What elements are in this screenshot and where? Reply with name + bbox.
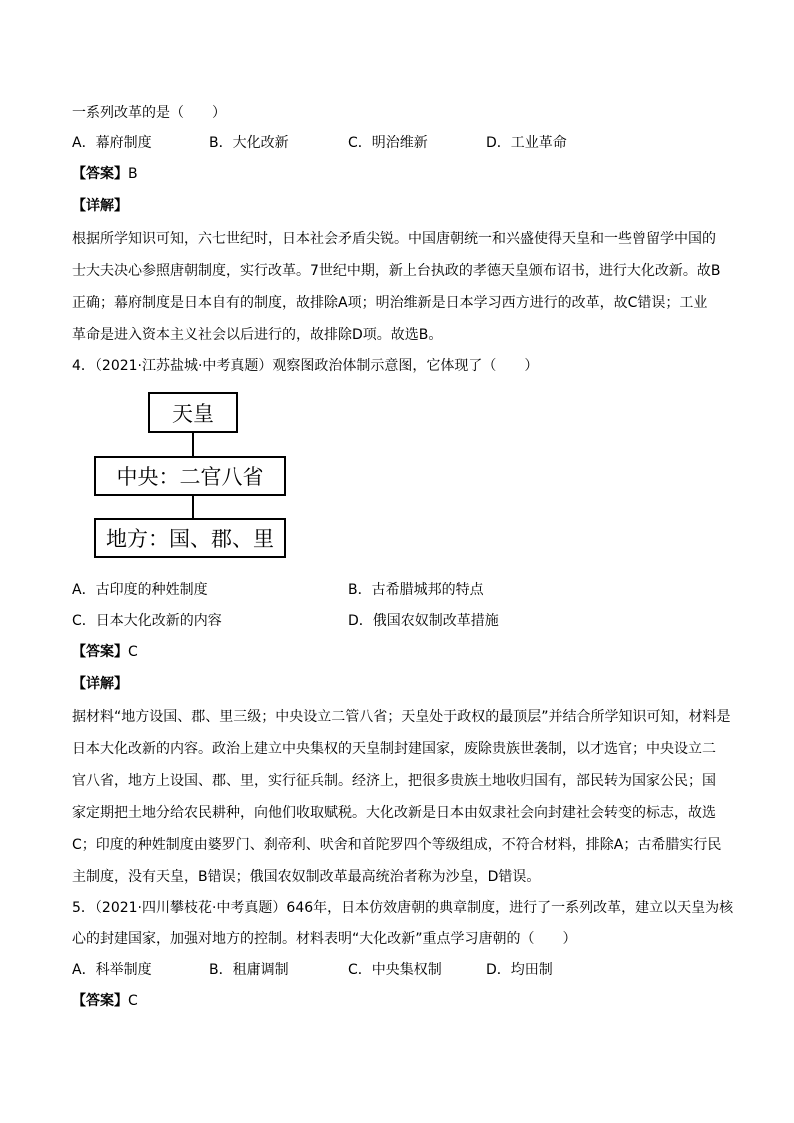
q4-option-a: A．古印度的种姓制度 <box>72 582 208 598</box>
q3-option-c: C．明治维新 <box>348 135 428 151</box>
q3-option-b: B．大化改新 <box>209 135 289 151</box>
q5-stem-line: 5．（2021·四川攀枝花·中考真题）646年，日本仿效唐朝的典章制度，进行了一系列改革，建立以天皇为核 <box>72 900 734 916</box>
answer-label: 【答案】 <box>72 993 128 1009</box>
diagram-box-emperor: 天皇 <box>148 392 238 433</box>
q4-detail-line: C；印度的种姓制度由婆罗门、刹帝利、吠舍和首陀罗四个等级组成，不符合材料，排除A；古希腊实行民 <box>72 837 722 853</box>
q5-option-d: D．均田制 <box>486 962 553 978</box>
q4-detail-line: 家定期把土地分给农民耕种，向他们收取赋税。大化改新是日本由奴隶社会向封建社会转变的标志，故选 <box>72 805 716 821</box>
q4-option-b: B．古希腊城邦的特点 <box>348 582 484 598</box>
q4-detail-line: 据材料“地方设国、郡、里三级；中央设立二管八省；天皇处于政权的最顶层”并结合所学知识可知，材料是 <box>72 709 731 725</box>
answer-value: B <box>128 166 138 182</box>
q4-option-d: D．俄国农奴制改革措施 <box>348 613 499 629</box>
q4-stem: 4．（2021·江苏盐城·中考真题）观察图政治体制示意图，它体现了（ ） <box>72 358 539 374</box>
answer-value: C <box>128 993 138 1009</box>
diagram-box-central: 中央：二官八省 <box>94 456 286 496</box>
q3-detail-line: 根据所学知识可知，六七世纪时，日本社会矛盾尖锐。中国唐朝统一和兴盛使得天皇和一些曾留学中国的 <box>72 231 716 247</box>
q3-detail-line: 正确；幕府制度是日本自有的制度，故排除A项；明治维新是日本学习西方进行的改革，故C错误；工业 <box>72 295 708 311</box>
diagram-box-local: 地方：国、郡、里 <box>94 518 286 558</box>
q5-option-c: C．中央集权制 <box>348 962 442 978</box>
diagram-connector <box>192 496 194 518</box>
q4-detail-line: 官八省，地方上设国、郡、里，实行征兵制。经济上，把很多贵族土地收归国有，部民转为国家公民；国 <box>72 773 716 789</box>
answer-label: 【答案】 <box>72 644 128 660</box>
q3-stem-tail: 一系列改革的是（ ） <box>72 105 226 121</box>
q3-detail-line: 士大夫决心参照唐朝制度，实行改革。7世纪中期，新上台执政的孝德天皇颁布诏书，进行大化改新。故B <box>72 263 721 279</box>
q4-detail-line: 日本大化改新的内容。政治上建立中央集权的天皇制封建国家，废除贵族世袭制，以才选官；中央设立二 <box>72 741 716 757</box>
q3-answer <box>72 164 138 184</box>
q3-option-d: D．工业革命 <box>486 135 567 151</box>
q3-option-a: A．幕府制度 <box>72 135 152 151</box>
q4-answer <box>72 642 138 662</box>
q3-detail-label: 【详解】 <box>72 198 128 214</box>
q5-option-a: A．科举制度 <box>72 962 152 978</box>
q4-option-c: C．日本大化改新的内容 <box>72 613 222 629</box>
answer-label: 【答案】 <box>72 166 128 182</box>
q5-answer <box>72 991 138 1011</box>
q5-option-b: B．租庸调制 <box>209 962 289 978</box>
q5-stem-line: 心的封建国家，加强对地方的控制。材料表明“大化改新”重点学习唐朝的（ ） <box>72 931 577 947</box>
q4-detail-label: 【详解】 <box>72 676 128 692</box>
q3-detail-line: 革命是进入资本主义社会以后进行的，故排除D项。故选B。 <box>72 327 443 343</box>
diagram-connector <box>192 433 194 456</box>
answer-value: C <box>128 644 138 660</box>
q4-detail-line: 主制度，没有天皇，B错误；俄国农奴制改革最高统治者称为沙皇，D错误。 <box>72 869 541 885</box>
